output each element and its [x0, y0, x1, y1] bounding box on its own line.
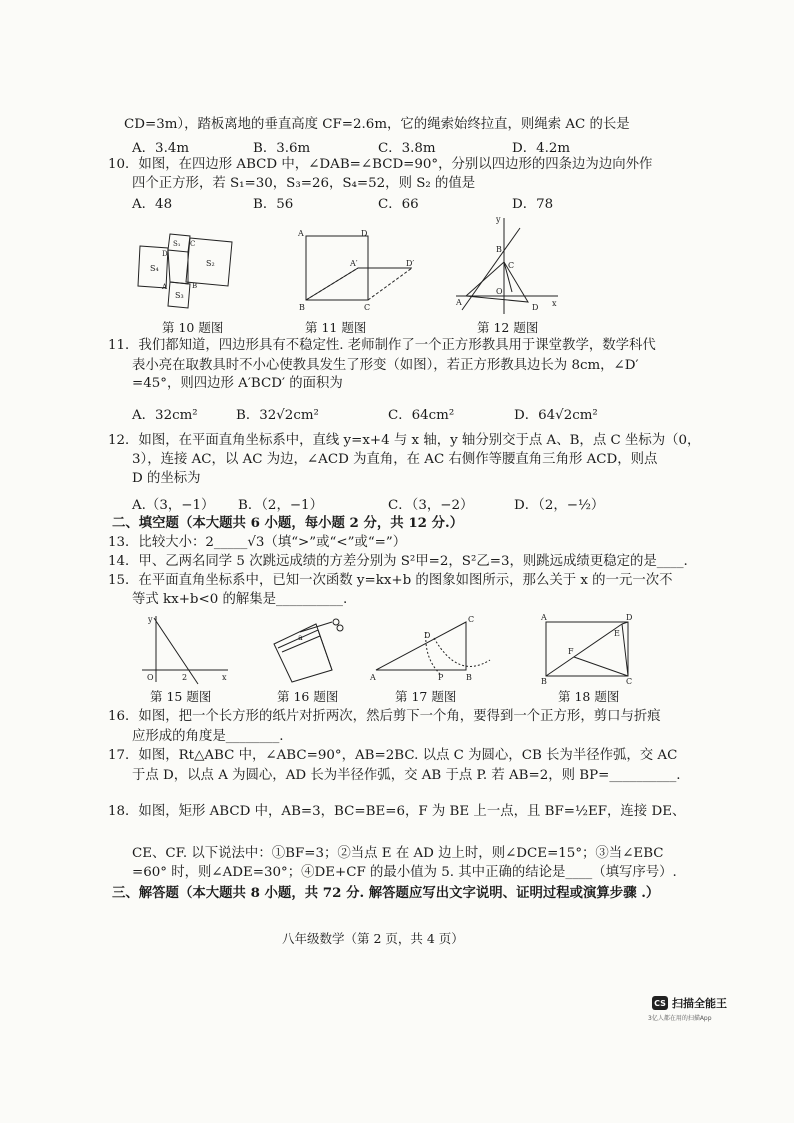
point-a-prime-label: A′: [350, 259, 358, 268]
q9-option-d: D．4.2m: [512, 141, 571, 156]
figure-10: [132, 226, 252, 318]
q13-text: 13．比较大小：2_____√3（填“>”或“<”或“=”）: [108, 535, 407, 550]
caption-fig-17: 第 17 题图: [395, 689, 457, 704]
point-b-label: B: [299, 303, 305, 312]
point-d-label: D: [424, 631, 431, 640]
figure-16: [270, 612, 360, 684]
point-d-label: D: [162, 250, 168, 258]
figure-12: [454, 210, 564, 318]
q11-option-a: A．32cm²: [132, 408, 198, 423]
q12-option-a: A.（3，−1）: [132, 498, 215, 513]
origin-label: O: [496, 287, 503, 296]
point-f-label: F: [568, 647, 574, 656]
point-c-label: C: [364, 303, 371, 312]
y-axis-label: y: [148, 615, 153, 624]
caption-fig-16: 第 16 题图: [277, 689, 339, 704]
q12-option-b: B．（2，−1）: [238, 498, 323, 513]
q12-line-2: 3），连接 AC，以 AC 为边，∠ACD 为直角，在 AC 右侧作等腰直角三角形 ACD，则点: [132, 452, 658, 467]
s1-top-label: S₁: [173, 240, 181, 248]
section-3-heading: 三、解答题（本大题共 8 小题，共 72 分. 解答题应写出文字说明、证明过程或演算步骤 .）: [112, 885, 660, 901]
point-c-label: C: [508, 261, 515, 270]
caption-fig-10: 第 10 题图: [162, 320, 224, 335]
q10-option-c: C．66: [378, 197, 419, 212]
q12-line-1: 12．如图，在平面直角坐标系中，直线 y=x+4 与 x 轴，y 轴分别交于点 A、B，点 C 坐标为（0，: [108, 433, 701, 448]
s3-label: S₃: [175, 291, 184, 300]
point-c-label: C: [626, 677, 633, 684]
caption-fig-11: 第 11 题图: [305, 320, 367, 335]
s4-label: S₄: [150, 264, 159, 273]
point-b-label: B: [541, 677, 547, 684]
point-e-label: E: [614, 629, 620, 638]
intercept-label: 2: [182, 673, 188, 682]
caption-fig-18: 第 18 题图: [558, 689, 620, 704]
q18-line-2: CE、CF. 以下说法中：①BF=3；②当点 E 在 AD 边上时，则∠DCE=15°；③当∠EBC: [132, 846, 664, 861]
origin-label: O: [147, 673, 154, 682]
point-b-label: B: [496, 245, 502, 254]
scanner-logo-icon: CS: [652, 996, 668, 1010]
q11-option-b: B．32√2cm²: [236, 408, 319, 423]
q11-line-2: 表小亮在取教具时不小心使教具发生了形变（如图），若正方形教具边长为 8cm，∠D′: [132, 358, 639, 373]
q15-line-1: 15．在平面直角坐标系中，已知一次函数 y=kx+b 的图象如图所示，那么关于 x 的一元一次不: [108, 573, 673, 588]
point-c-label: C: [190, 240, 196, 248]
point-a-label: A: [298, 229, 304, 238]
y-axis-label: y: [496, 215, 501, 224]
q16-line-2: 应形成的角度是________.: [132, 729, 284, 744]
point-d-prime-label: D′: [406, 259, 415, 268]
point-d-label: D: [532, 303, 539, 312]
point-a-label: A: [370, 673, 376, 682]
x-axis-label: x: [222, 673, 227, 682]
scanner-watermark: [652, 995, 727, 1011]
q10-line-2: 四个正方形，若 S₁=30，S₃=26，S₄=52，则 S₂ 的值是: [132, 176, 476, 191]
q15-line-2: 等式 kx+b<0 的解集是__________.: [132, 592, 348, 607]
page-footer: 八年级数学（第 2 页，共 4 页）: [282, 931, 464, 946]
point-c-label: C: [468, 615, 475, 624]
q9-option-b: B．3.6m: [253, 141, 311, 156]
q9-option-c: C．3.8m: [378, 141, 436, 156]
angle-a-label: a: [298, 633, 303, 642]
point-a-label: A: [541, 613, 547, 622]
q10-line-1: 10．如图，在四边形 ABCD 中，∠DAB=∠BCD=90°，分别以四边形的四条边为边向外作: [108, 157, 653, 172]
q11-line-1: 11．我们都知道，四边形具有不稳定性. 老师制作了一个正方形教具用于课堂教学，数学科代: [108, 338, 656, 353]
q11-option-c: C．64cm²: [388, 408, 455, 423]
q18-line-3: =60° 时，则∠ADE=30°；④DE+CF 的最小值为 5. 其中正确的结论是____（填写序号）.: [132, 865, 677, 880]
q18-line-1: 18．如图，矩形 ABCD 中，AB=3，BC=BE=6，F 为 BE 上一点，且 BF=½EF，连接 DE、: [108, 804, 686, 819]
q17-line-2: 于点 D，以点 A 为圆心，AD 长为半径作弧，交 AB 于点 P. 若 AB=2，则 BP=__________.: [132, 768, 681, 783]
q10-option-b: B．56: [253, 197, 294, 212]
q9-option-a: A．3.4m: [132, 141, 190, 156]
point-a-label: A: [162, 283, 168, 291]
q12-option-d: D．（2，−½）: [514, 498, 605, 513]
scanner-tagline: 3亿人都在用的扫描App: [648, 1015, 712, 1022]
point-a-label: A: [456, 298, 462, 307]
q11-line-3: =45°，则四边形 A′BCD′ 的面积为: [132, 376, 343, 391]
point-d-label: D: [361, 229, 368, 238]
point-b-label: B: [466, 673, 472, 682]
figure-11: [294, 226, 424, 314]
q14-text: 14．甲、乙两名同学 5 次跳远成绩的方差分别为 S²甲=2，S²乙=3，则跳远成绩更稳定的是____.: [108, 554, 688, 569]
q10-option-d: D．78: [512, 197, 554, 212]
point-b-label: B: [192, 282, 198, 290]
q12-option-c: C．（3，−2）: [388, 498, 474, 513]
figure-17: [368, 612, 494, 684]
caption-fig-12: 第 12 题图: [477, 320, 539, 335]
figure-15: [138, 612, 232, 686]
point-p-label: P: [438, 673, 444, 682]
q17-line-1: 17．如图，Rt△ABC 中，∠ABC=90°，AB=2BC. 以点 C 为圆心，CB 长为半径作弧，交 AC: [108, 748, 678, 763]
scanner-app-name: 扫描全能王: [672, 997, 727, 1010]
q10-option-a: A．48: [132, 197, 173, 212]
q11-option-d: D．64√2cm²: [514, 408, 598, 423]
figure-18: [538, 612, 638, 684]
q16-line-1: 16．如图，把一个长方形的纸片对折两次，然后剪下一个角，要得到一个正方形，剪口与折痕: [108, 709, 661, 724]
section-2-heading: 二、填空题（本大题共 6 小题，每小题 2 分，共 12 分.）: [112, 515, 464, 531]
q9-continuation: CD=3m），踏板离地的垂直高度 CF=2.6m，它的绳索始终拉直，则绳索 AC 的长是: [124, 117, 630, 132]
point-d-label: D: [626, 613, 633, 622]
q12-line-3: D 的坐标为: [132, 471, 201, 486]
x-axis-label: x: [552, 299, 557, 308]
caption-fig-15: 第 15 题图: [150, 689, 212, 704]
s2-label: S₂: [206, 259, 215, 268]
